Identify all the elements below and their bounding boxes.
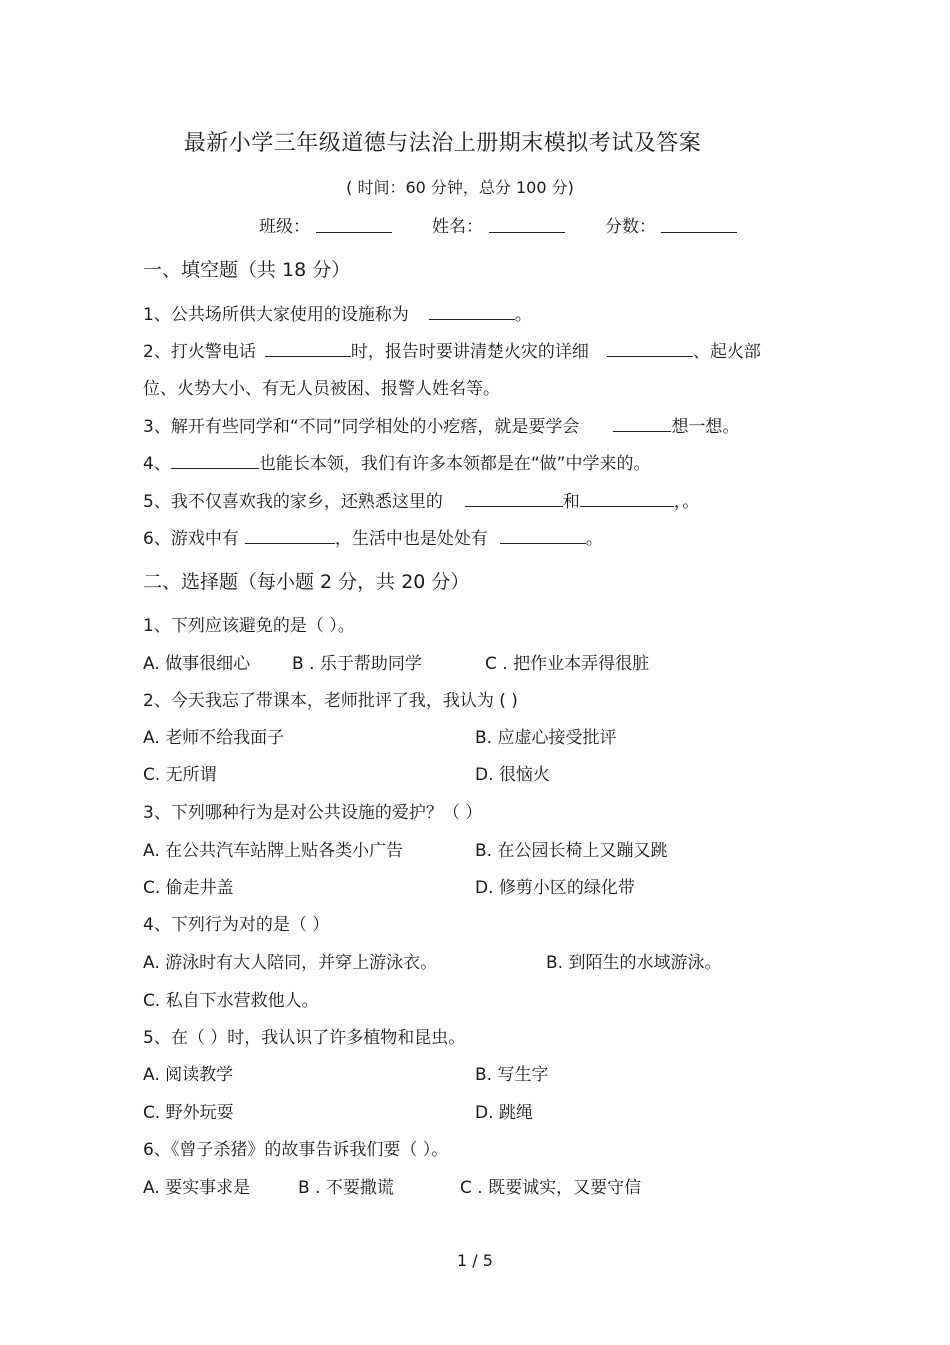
q3-option-c[interactable]: C. 偷走井盖	[143, 878, 234, 898]
fill-question-2-cont: 位、火势大小、有无人员被困、报警人姓名等。	[143, 379, 500, 399]
q4-option-c[interactable]: C. 私自下水营救他人。	[143, 991, 319, 1011]
section-choice-heading: 二、选择题（每小题 2 分，共 20 分）	[143, 571, 470, 593]
score-label: 分数：	[605, 217, 656, 237]
q6-option-b[interactable]: B . 不要撒谎	[298, 1178, 394, 1198]
class-blank[interactable]	[316, 214, 392, 233]
choice-question-3: 3、下列哪种行为是对公共设施的爱护？（ ）	[143, 803, 483, 823]
section-fill-in-heading: 一、填空题（共 18 分）	[143, 259, 351, 281]
choice-question-4: 4、下列行为对的是（ ）	[143, 915, 330, 935]
q2-option-d[interactable]: D. 很恼火	[475, 765, 550, 785]
answer-blank[interactable]	[171, 452, 259, 469]
name-blank[interactable]	[489, 214, 565, 233]
q5-option-c[interactable]: C. 野外玩耍	[143, 1103, 234, 1123]
class-label: 班级：	[259, 217, 310, 237]
name-label: 姓名：	[432, 217, 483, 237]
q4-option-a[interactable]: A. 游泳时有大人陪同，并穿上游泳衣。	[143, 953, 438, 973]
choice-question-6: 6、《曾子杀猪》的故事告诉我们要（ ）。	[143, 1140, 449, 1160]
q1-option-a[interactable]: A. 做事很细心	[143, 654, 251, 674]
answer-blank[interactable]	[265, 340, 351, 357]
fill-question-5: 5、我不仅喜欢我的家乡，还熟悉这里的 和 ，。	[143, 492, 700, 512]
q2-option-a[interactable]: A. 老师不给我面子	[143, 728, 285, 748]
choice-question-2: 2、今天我忘了带课本，老师批评了我，我认为 ( )	[143, 691, 518, 711]
page-title: 最新小学三年级道德与法治上册期末模拟考试及答案	[183, 131, 702, 156]
q4-option-b[interactable]: B. 到陌生的水域游泳。	[546, 953, 722, 973]
page-number: 1 / 5	[457, 1251, 493, 1270]
answer-blank[interactable]	[429, 303, 515, 320]
fill-question-4: 4、 也能长本领，我们有许多本领都是在“做”中学来的。	[143, 454, 651, 474]
answer-blank[interactable]	[500, 527, 586, 544]
choice-question-5: 5、在（ ）时，我认识了许多植物和昆虫。	[143, 1028, 466, 1048]
q3-option-b[interactable]: B. 在公园长椅上又蹦又跳	[475, 841, 668, 861]
fill-question-2: 2、打火警电话 时，报告时要讲清楚火灾的详细 、起火部	[143, 342, 761, 362]
q3-option-d[interactable]: D. 修剪小区的绿化带	[475, 878, 635, 898]
q3-option-a[interactable]: A. 在公共汽车站牌上贴各类小广告	[143, 841, 404, 861]
q6-option-a[interactable]: A. 要实事求是	[143, 1178, 251, 1198]
choice-question-1: 1、下列应该避免的是（ ）。	[143, 616, 355, 636]
fill-question-1: 1、公共场所供大家使用的设施称为 。	[143, 305, 532, 325]
score-blank[interactable]	[661, 214, 737, 233]
q5-option-d[interactable]: D. 跳绳	[475, 1103, 533, 1123]
fill-question-6: 6、游戏中有 ，生活中也是处处有 。	[143, 529, 603, 549]
q1-option-c[interactable]: C . 把作业本弄得很脏	[485, 654, 650, 674]
fill-question-3: 3、解开有些同学和“不同”同学相处的小疙瘩，就是要学会 想一想。	[143, 417, 740, 437]
q2-option-b[interactable]: B. 应虚心接受批评	[475, 728, 617, 748]
q2-option-c[interactable]: C. 无所谓	[143, 765, 217, 785]
answer-blank[interactable]	[580, 490, 674, 507]
q1-option-b[interactable]: B . 乐于帮助同学	[292, 654, 422, 674]
answer-blank[interactable]	[245, 527, 335, 544]
answer-blank[interactable]	[613, 415, 671, 432]
exam-info: ( 时间：60 分钟，总分 100 分)	[346, 178, 574, 197]
answer-blank[interactable]	[607, 340, 693, 357]
q6-option-c[interactable]: C . 既要诚实，又要守信	[460, 1178, 642, 1198]
answer-blank[interactable]	[465, 490, 563, 507]
q5-option-b[interactable]: B. 写生字	[475, 1065, 549, 1085]
q5-option-a[interactable]: A. 阅读教学	[143, 1065, 234, 1085]
